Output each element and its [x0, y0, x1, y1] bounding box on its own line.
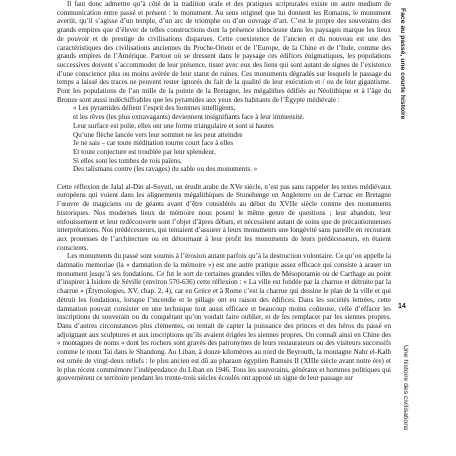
paragraph-3: Les monuments du passé sont soumis à l’érosion autant parfois qu’à la destruction volontaire. Ce qu’on appelle la damnatio memoriae (la « damnation de la mémoire ») est une autre pratique assez efficace qui consiste à araser un monument jusqu’à ses fondations. Ce fut le sort de certaines grandes villes de Mésopotamie ou de Carthage au point d’inspirer à Isidore de Séville (environ 570-636) cette réflexion : « La ville est fondée par la charrue et détruite par la charrue » (Étymologies, XV, chap. 2, 4), car en Grèce et à Rome c’est la charrue qui dessine le plan de la ville et qui détruit les fondations, lorsque l’incendie et le pillage ont eu raison des édifices. Dans les sociétés lettrées, cette damnation pouvait consister en une technique tout aussi efficace et beaucoup moins coûteuse, celle d’effacer les inscriptions du souverain ou du conquérant qu’on voulait faire oublier, et de les remplacer par les siennes propres. Dans d’autres circonstances plus clémentes, on tentait de capter la puissance des princes et des héros du passé en adjoignant aux sculptures et aux inscriptions qu’ils avaient érigées les siennes propres. On connaît ainsi en Chine des « montagnes de noms » dont les rochers sont gravés des patronymes de leurs restaurateurs ou des visiteurs successifs comme le mont Tai dans le Shandong. Au Liban, à douze kilomètres au nord de Beyrouth, la montagne Nahr el-Kalb est ornée de vingt-deux reliefs : le plus ancien est dû au pharaon égyptien Ramsès II (XIIIe siècle avant notre ère) et le plus récent commémore l’indépendance du Liban en 1946. Tous les souverains, généraux et hommes politiques qui gouvernèrent ce territoire pendant les trente-trois siècles écoulés ont apposé un signe de leur passage sur [57, 252, 391, 383]
body-text [57, 0, 391, 456]
quote-line: Qu’une flèche lancée vers leur sommet ne les peut atteindre [73, 130, 243, 139]
paragraph-gap [57, 174, 391, 183]
quote-line: Si elles sont les tombes de rois païens, [73, 156, 182, 165]
quote-line: Des talismans contre (les ravages) du sable ou des monuments. » [73, 165, 258, 174]
book-title-text: Une histoire des civilisations [402, 345, 409, 431]
quote-line: Je ne sais – car toute méditation tourne court face à elles [73, 139, 234, 148]
paragraph-1: Il faut donc admettre qu’à côté de la tradition orale et des pratiques scripturales existe un autre medium de communication entre passé et présent : le monument. Au sens originel que lui donnent les Romains, le monument avertit, qu’il s’agisse d’un temple, d’un arc de triomphe ou d’un ouvrage d’art. C’est le propre des souverains des grands empires que d’élever de telles constructions dont la présence silencieuse dans les paysages marque les lieux de pouvoir et de prestige de civilisations disparues. Cette coexistence de l’ancien et du nouveau est une des caractéristiques des civilisations anciennes du Proche-Orient et de l’Europe, de la Chine et de l’Inde, comme des grands empires de l’Amérique. Partout où se dressent dans le paysage ces édifices énigmatiques, les populations successives doivent s’accommoder de leur présence, tisser avec eux des liens qui sont autant de signes de l’existence d’une conscience plus ou moins avérée de leur statut de ruines. Ces monuments dégradés sur lesquels le passage du temps a laissé des traces ne peuvent rester ignorés du fait de la qualité de leur exécution et / ou de leur gigantisme. Pour les populations de l’an mille de la pointe de la Bretagne, les mégalithes édifiés au Néolithique et à l’âge du Bronze sont aussi indéchiffrables que les pyramides aux yeux des habitants de l’Égypte médiévale : [57, 0, 391, 104]
running-head-text: Face au passé, une courte histoire [399, 8, 406, 120]
quote-line: Et toute conjecture est troublée par leur splendeur, [73, 147, 216, 156]
quote-line: « Les pyramides défient l’esprit des hommes intelligents, [73, 104, 236, 113]
page-number: 14 [398, 303, 406, 310]
paragraph-2: Cette réflexion de Jalal al-Din al-Suyuti, un érudit arabe du XVe siècle, n’est pas sans rappeler les textes médiévaux européens qui voient dans les alignements mégalithiques de Stonehenge en Angleterre ou de Carnac en Bretagne l’œuvre de magiciens ou de géants avant d’être considérés au début du XVIIe siècle comme des monuments historiques. Nos modernes lieux de mémoire nous posent le même genre de questions ; leur abandon, leur enfouissement et leur redécouverte sont l’objet d’âpres débats, et nécessitent autant de soins que de précautionneuses interprétations. Nos prédécesseurs, qui tentaient d’assurer à leurs monuments une longévité sans pareille en recourant aux prouesses de l’architecture ou en détournant à leur profit les monuments de leurs prédécesseurs, en étaient conscients. [57, 182, 391, 252]
quote-line: Leur surface est polie, elles ont une forme triangulaire et sont si hautes [73, 121, 274, 130]
running-head [396, 8, 434, 198]
quote-line: et les rêves (les plus extravagants) deviennent insignifiants face à leur immensité. [73, 113, 305, 122]
block-quote [73, 104, 391, 174]
book-title [400, 345, 414, 455]
